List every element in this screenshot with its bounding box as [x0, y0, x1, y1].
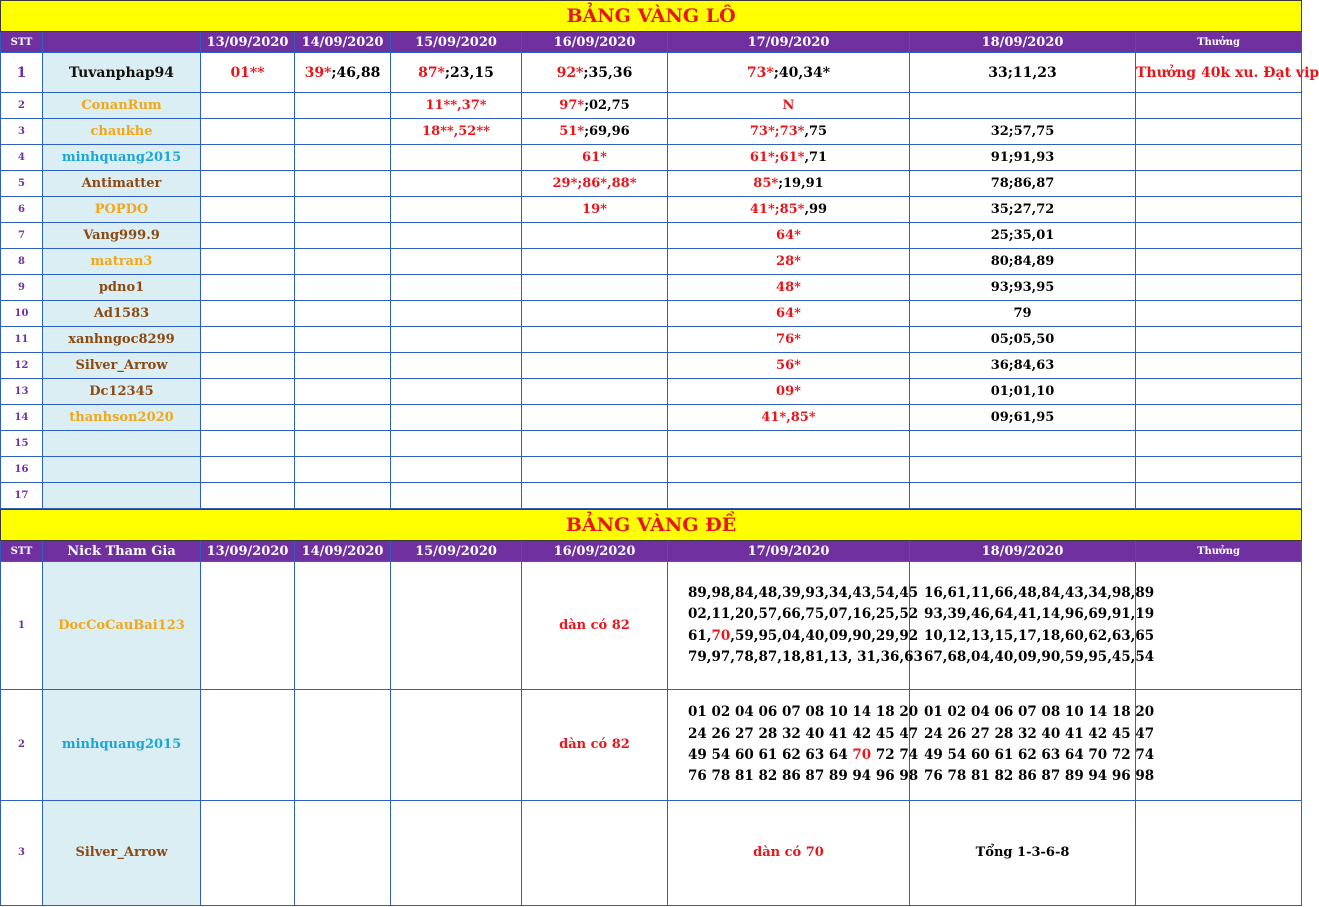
nick-cell: Tuvanphap94 — [43, 53, 201, 93]
lo-cell-d13 — [201, 249, 295, 275]
lo-cell-d15 — [391, 457, 522, 483]
nick-cell: Dc12345 — [43, 379, 201, 405]
lo-cell-d14 — [295, 223, 391, 249]
lo-cell-d13 — [201, 301, 295, 327]
lo-cell-d13 — [201, 379, 295, 405]
lo-cell-d17 — [668, 327, 910, 353]
lo-table-row — [1, 145, 1302, 171]
stt-cell: 12 — [1, 353, 43, 379]
stt-cell: 16 — [1, 457, 43, 483]
lo-cell-d15 — [391, 379, 522, 405]
lo-cell-d16 — [522, 327, 668, 353]
nick-cell: minhquang2015 — [43, 145, 201, 171]
stt-cell: 4 — [1, 145, 43, 171]
stt-cell: 7 — [1, 223, 43, 249]
lo-cell-d16 — [522, 353, 668, 379]
lo-cell-d16 — [522, 197, 668, 223]
reward-cell — [1136, 327, 1302, 353]
lo-cell-d13 — [201, 171, 295, 197]
lo-cell-d13 — [201, 353, 295, 379]
lo-header-1 — [43, 32, 201, 53]
lo-cell-d14 — [295, 93, 391, 119]
lo-cell-d16 — [522, 301, 668, 327]
lo-cell-d17 — [668, 275, 910, 301]
nick-cell — [43, 457, 201, 483]
pick-hit: 73*;73* — [749, 124, 805, 139]
pick-hit: 19* — [582, 202, 607, 217]
lo-cell-d18: 78;86,87 — [910, 171, 1136, 197]
lo-cell-d18: 01;01,10 — [910, 379, 1136, 405]
lo-header-row — [1, 32, 1302, 53]
number-line: 76 78 81 82 86 87 89 94 96 98 — [688, 768, 919, 785]
de-table-row — [1, 801, 1302, 906]
de-cell-d14 — [295, 562, 391, 690]
lo-cell-d16 — [522, 431, 668, 457]
pick-hit: 29*;86*,88* — [552, 176, 637, 191]
de-cell-d18: Tổng 1-3-6-8 — [910, 801, 1136, 906]
lo-cell-d14 — [295, 301, 391, 327]
lo-cell-d18: 91;91,93 — [910, 145, 1136, 171]
highlight-number: 70 — [852, 747, 872, 763]
reward-cell — [1136, 457, 1302, 483]
lo-cell-d13 — [201, 405, 295, 431]
lo-cell-d15 — [391, 483, 522, 509]
lo-cell-d15 — [391, 301, 522, 327]
de-table-title: BẢNG VÀNG ĐỀ — [1, 510, 1302, 541]
lo-cell-d15 — [391, 171, 522, 197]
number-line: 01 02 04 06 07 08 10 14 18 20 — [924, 704, 1155, 721]
nick-cell: minhquang2015 — [43, 690, 201, 801]
lo-table-row — [1, 119, 1302, 145]
stt-cell: 1 — [1, 562, 43, 690]
de-header-6: 17/09/2020 — [668, 541, 910, 562]
lo-cell-d13 — [201, 327, 295, 353]
de-cell-d14 — [295, 690, 391, 801]
nick-cell: thanhson2020 — [43, 405, 201, 431]
lo-table-row — [1, 483, 1302, 509]
nick-cell: Silver_Arrow — [43, 353, 201, 379]
pick-hit: 56* — [776, 358, 801, 373]
stt-cell: 9 — [1, 275, 43, 301]
pick-hit: 11**,37* — [425, 98, 487, 113]
lo-cell-d14 — [295, 327, 391, 353]
lo-cell-d18: 32;57,75 — [910, 119, 1136, 145]
lo-cell-d14 — [295, 483, 391, 509]
lo-cell-d14 — [295, 431, 391, 457]
de-cell-d17 — [668, 690, 919, 801]
lo-cell-d13 — [201, 145, 295, 171]
reward-cell — [1136, 275, 1302, 301]
number-line: 67,68,04,40,09,90,59,95,45,54 — [924, 648, 1155, 665]
number-line: 79,97,78,87,18,81,13, 31,36,63 — [688, 648, 923, 665]
lo-cell-d15 — [391, 119, 522, 145]
lo-cell-d14 — [295, 249, 391, 275]
de-table-row — [1, 562, 1302, 690]
pick-rest: ;46,88 — [331, 64, 381, 81]
stt-cell: 2 — [1, 690, 43, 801]
de-header-2: 13/09/2020 — [201, 541, 295, 562]
lo-cell-d13: 01** — [201, 53, 295, 93]
pick-hit: 09* — [776, 384, 801, 399]
lo-header-8: Thưởng — [1136, 32, 1302, 53]
nick-cell: xanhngoc8299 — [43, 327, 201, 353]
pick-rest: ;35,36 — [583, 64, 633, 81]
lo-cell-d18 — [910, 431, 1136, 457]
de-table-row — [1, 690, 1302, 801]
lo-cell-d15 — [391, 353, 522, 379]
lo-cell-d17 — [668, 379, 910, 405]
reward-cell — [1136, 93, 1302, 119]
lo-cell-d14 — [295, 197, 391, 223]
lo-cell-d17 — [668, 171, 910, 197]
nick-cell: chaukhe — [43, 119, 201, 145]
nick-cell: pdno1 — [43, 275, 201, 301]
number-line: 61,70,59,95,04,40,09,90,29,92 — [688, 627, 919, 644]
nick-cell: matran3 — [43, 249, 201, 275]
de-cell-d16 — [522, 801, 668, 906]
pick-rest: ;02,75 — [584, 98, 630, 113]
lo-cell-d16 — [522, 457, 668, 483]
lo-cell-d13 — [201, 275, 295, 301]
lo-cell-d17 — [668, 223, 910, 249]
number-line: 10,12,13,15,17,18,60,62,63,65 — [924, 627, 1155, 644]
lo-table-row — [1, 353, 1302, 379]
reward-cell — [1136, 197, 1302, 223]
stt-cell: 10 — [1, 301, 43, 327]
number-line: 49 54 60 61 62 63 64 70 72 74 — [924, 747, 1155, 763]
nick-cell: POPDO — [43, 197, 201, 223]
nick-cell: Ad1583 — [43, 301, 201, 327]
lo-table-row — [1, 223, 1302, 249]
reward-cell — [1136, 431, 1302, 457]
lo-cell-d13 — [201, 197, 295, 223]
lo-cell-d14 — [295, 275, 391, 301]
de-cell-d17 — [668, 562, 923, 690]
lo-cell-d17 — [668, 457, 910, 483]
de-header-0: STT — [1, 541, 43, 562]
lo-cell-d17 — [668, 93, 910, 119]
pick-hit: 73* — [746, 64, 774, 81]
reward-cell: Thưởng 40k xu. Đạt vip — [1136, 53, 1302, 93]
nick-cell: DocCoCauBai123 — [43, 562, 201, 690]
pick-hit: 85* — [753, 176, 779, 191]
nick-cell — [43, 483, 201, 509]
de-cell-d18 — [910, 562, 1155, 690]
lo-header-4: 15/09/2020 — [391, 32, 522, 53]
number-line: 02,11,20,57,66,75,07,16,25,52 — [688, 606, 919, 623]
lo-cell-d18: 25;35,01 — [910, 223, 1136, 249]
reward-cell — [1136, 379, 1302, 405]
lo-cell-d14 — [295, 353, 391, 379]
reward-cell — [1136, 483, 1302, 509]
lo-table-row — [1, 197, 1302, 223]
lo-cell-d16 — [522, 379, 668, 405]
lo-cell-d17 — [668, 145, 910, 171]
lo-cell-d14 — [295, 405, 391, 431]
de-cell-d17: dàn có 70 — [668, 801, 910, 906]
nick-cell: Silver_Arrow — [43, 801, 201, 906]
de-cell-d15 — [391, 690, 522, 801]
de-header-3: 14/09/2020 — [295, 541, 391, 562]
de-cell-d14 — [295, 801, 391, 906]
lo-cell-d16 — [522, 171, 668, 197]
de-header-4: 15/09/2020 — [391, 541, 522, 562]
lo-cell-d15 — [391, 53, 522, 93]
lo-cell-d13 — [201, 457, 295, 483]
de-cell-d18 — [910, 690, 1155, 801]
pick-hit: 61* — [582, 150, 607, 165]
lo-cell-d18: 35;27,72 — [910, 197, 1136, 223]
lo-table-row — [1, 379, 1302, 405]
number-line: 76 78 81 82 86 87 89 94 96 98 — [924, 768, 1155, 785]
reward-cell — [1136, 301, 1302, 327]
number-line: 49 54 60 61 62 63 64 70 72 74 — [688, 747, 919, 763]
lo-cell-d16 — [522, 119, 668, 145]
pick-rest: ,75 — [804, 124, 828, 139]
lo-cell-d15 — [391, 145, 522, 171]
lo-cell-d15 — [391, 327, 522, 353]
lo-header-2: 13/09/2020 — [201, 32, 295, 53]
lo-cell-d18 — [910, 483, 1136, 509]
reward-cell — [1136, 223, 1302, 249]
pick-hit: 28* — [776, 254, 801, 269]
lo-cell-d17 — [668, 405, 910, 431]
lo-cell-d18: 93;93,95 — [910, 275, 1136, 301]
number-line: 93,39,46,64,41,14,96,69,91,19 — [924, 606, 1155, 623]
lo-table-row — [1, 249, 1302, 275]
de-cell-d13 — [201, 562, 295, 690]
reward-cell — [1136, 119, 1302, 145]
lo-cell-d17 — [668, 431, 910, 457]
lo-cell-d17 — [668, 119, 910, 145]
lo-cell-d15 — [391, 431, 522, 457]
lo-cell-d15 — [391, 93, 522, 119]
lo-cell-d16 — [522, 145, 668, 171]
lo-table-row — [1, 301, 1302, 327]
nick-cell: ConanRum — [43, 93, 201, 119]
de-header-row — [1, 541, 1302, 562]
nick-cell: Antimatter — [43, 171, 201, 197]
lo-cell-d18: 09;61,95 — [910, 405, 1136, 431]
lo-cell-d16 — [522, 275, 668, 301]
de-header-7: 18/09/2020 — [910, 541, 1136, 562]
lo-cell-d16 — [522, 53, 668, 93]
pick-rest: ,99 — [804, 202, 828, 217]
lo-cell-d15 — [391, 275, 522, 301]
lo-cell-d18: 36;84,63 — [910, 353, 1136, 379]
pick-hit: 64* — [776, 228, 801, 243]
stt-cell: 1 — [1, 53, 43, 93]
de-header-8: Thưởng — [1136, 541, 1302, 562]
lo-header-0: STT — [1, 32, 43, 53]
pick-rest: ;23,15 — [444, 64, 494, 81]
pick-hit: 97* — [559, 98, 585, 113]
number-line: 01 02 04 06 07 08 10 14 18 20 — [688, 704, 919, 721]
stt-cell: 8 — [1, 249, 43, 275]
stt-cell: 13 — [1, 379, 43, 405]
pick-hit: 64* — [776, 306, 801, 321]
reward-cell — [1136, 145, 1302, 171]
pick-hit: 18**,52** — [422, 124, 490, 139]
de-cell-d15 — [391, 562, 522, 690]
stt-cell: 6 — [1, 197, 43, 223]
lo-cell-d17 — [668, 483, 910, 509]
stt-cell: 2 — [1, 93, 43, 119]
stt-cell: 15 — [1, 431, 43, 457]
pick-hit: 87* — [418, 64, 445, 81]
de-cell-d16: dàn có 82 — [522, 562, 668, 690]
lo-cell-d18: 79 — [910, 301, 1136, 327]
pick-rest: ;69,96 — [584, 124, 630, 139]
highlight-number: 70 — [711, 627, 731, 644]
lo-table-row — [1, 327, 1302, 353]
number-line: 24 26 27 28 32 40 41 42 45 47 — [688, 725, 919, 742]
reward-cell — [1136, 353, 1302, 379]
stt-cell: 5 — [1, 171, 43, 197]
lo-cell-d16 — [522, 483, 668, 509]
pick-hit: 51* — [559, 124, 585, 139]
reward-cell — [1136, 690, 1302, 801]
lo-table-row — [1, 171, 1302, 197]
lo-header-3: 14/09/2020 — [295, 32, 391, 53]
lo-header-7: 18/09/2020 — [910, 32, 1136, 53]
pick-rest: ,71 — [804, 150, 828, 165]
lo-cell-d15 — [391, 405, 522, 431]
lo-table-row — [1, 457, 1302, 483]
bang-vang-de-table — [0, 509, 1302, 906]
lo-table-row — [1, 431, 1302, 457]
pick-hit: 61*;61* — [749, 150, 805, 165]
lo-cell-d17 — [668, 249, 910, 275]
de-cell-d16: dàn có 82 — [522, 690, 668, 801]
lo-cell-d13 — [201, 93, 295, 119]
stt-cell: 17 — [1, 483, 43, 509]
de-header-1: Nick Tham Gia — [43, 541, 201, 562]
lo-table-row — [1, 275, 1302, 301]
lo-cell-d18 — [910, 93, 1136, 119]
lo-cell-d17 — [668, 53, 910, 93]
lo-cell-d15 — [391, 197, 522, 223]
de-cell-d13 — [201, 801, 295, 906]
reward-cell — [1136, 171, 1302, 197]
lo-cell-d16 — [522, 249, 668, 275]
lo-cell-d16 — [522, 93, 668, 119]
lo-cell-d13 — [201, 223, 295, 249]
de-cell-d13 — [201, 690, 295, 801]
number-line: 16,61,11,66,48,84,43,34,98,89 — [924, 584, 1155, 601]
lo-cell-d18: 05;05,50 — [910, 327, 1136, 353]
lo-cell-d17 — [668, 353, 910, 379]
lo-cell-d16 — [522, 405, 668, 431]
lo-cell-d14 — [295, 145, 391, 171]
lo-table-row — [1, 405, 1302, 431]
lo-cell-d18: 33;11,23 — [910, 53, 1136, 93]
lo-cell-d17 — [668, 197, 910, 223]
lo-cell-d16 — [522, 223, 668, 249]
pick-hit: 92* — [556, 64, 584, 81]
lo-cell-d14 — [295, 53, 391, 93]
lo-table-row — [1, 93, 1302, 119]
lo-cell-d13 — [201, 483, 295, 509]
lo-cell-d13 — [201, 431, 295, 457]
pick-hit: 76* — [776, 332, 801, 347]
lo-cell-d14 — [295, 457, 391, 483]
de-header-5: 16/09/2020 — [522, 541, 668, 562]
lo-table-title: BẢNG VÀNG LÔ — [1, 1, 1302, 32]
pick-hit: N — [782, 98, 795, 113]
lo-table-row — [1, 53, 1302, 93]
reward-cell — [1136, 801, 1302, 906]
stt-cell: 11 — [1, 327, 43, 353]
pick-hit: 39* — [304, 64, 332, 81]
lo-cell-d14 — [295, 119, 391, 145]
lo-cell-d14 — [295, 379, 391, 405]
reward-cell — [1136, 405, 1302, 431]
lo-cell-d18: 80;84,89 — [910, 249, 1136, 275]
pick-hit: 41*;85* — [749, 202, 805, 217]
pick-rest: ;40,34* — [773, 64, 831, 81]
stt-cell: 14 — [1, 405, 43, 431]
lo-cell-d14 — [295, 171, 391, 197]
reward-cell — [1136, 562, 1302, 690]
lo-header-5: 16/09/2020 — [522, 32, 668, 53]
pick-hit: 48* — [776, 280, 801, 295]
number-line: 89,98,84,48,39,93,34,43,54,45 — [688, 584, 919, 601]
reward-cell — [1136, 249, 1302, 275]
stt-cell: 3 — [1, 801, 43, 906]
lo-cell-d15 — [391, 223, 522, 249]
lo-cell-d15 — [391, 249, 522, 275]
stt-cell: 3 — [1, 119, 43, 145]
lo-cell-d17 — [668, 301, 910, 327]
nick-cell: Vang999.9 — [43, 223, 201, 249]
de-cell-d15 — [391, 801, 522, 906]
nick-cell — [43, 431, 201, 457]
lo-cell-d13 — [201, 119, 295, 145]
lo-cell-d18 — [910, 457, 1136, 483]
pick-hit: 41*,85* — [761, 410, 816, 425]
pick-rest: ;19,91 — [778, 176, 824, 191]
lo-header-6: 17/09/2020 — [668, 32, 910, 53]
number-line: 24 26 27 28 32 40 41 42 45 47 — [924, 725, 1155, 742]
